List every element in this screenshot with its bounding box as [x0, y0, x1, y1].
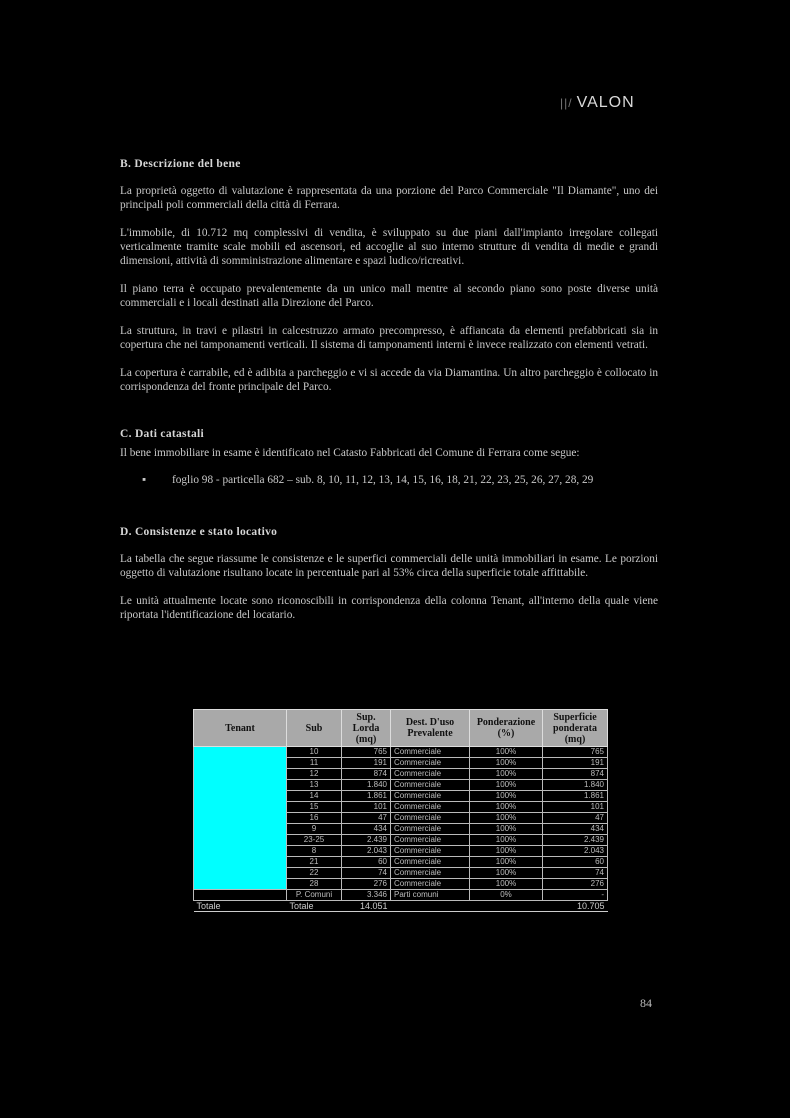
- cell-sup-lorda: 191: [342, 758, 391, 769]
- cell-sub: P. Comuni: [287, 890, 342, 901]
- header-ponderazione: Ponderazione (%): [470, 710, 543, 747]
- cell-sup-ponderata: 74: [543, 868, 608, 879]
- cell-sub: 8: [287, 846, 342, 857]
- cell-sub: 28: [287, 879, 342, 890]
- cell-sup-ponderata: 1.861: [543, 791, 608, 802]
- cell-sup-lorda: 3.346: [342, 890, 391, 901]
- section-d-paragraph: La tabella che segue riassume le consistenze e le superfici commerciali delle unità immobiliari in esame. Le porzioni oggetto di valutazione risultano locate in percentuale pari al 53% circa della superficie totale affittabile.: [120, 553, 658, 579]
- cell-sup-lorda: 276: [342, 879, 391, 890]
- cell-dest-uso: Commerciale: [391, 879, 470, 890]
- section-d-paragraph: Le unità attualmente locate sono riconoscibili in corrispondenza della colonna Tenant, all'interno della quale viene riportata l'identificazione del locatario.: [120, 595, 658, 621]
- cell-sup-ponderata: 2.439: [543, 835, 608, 846]
- cell-sup-lorda: 765: [342, 747, 391, 758]
- cell-ponderazione: 0%: [470, 890, 543, 901]
- cell-sup-lorda: 74: [342, 868, 391, 879]
- total-sup-ponderata: 10.705: [543, 901, 608, 912]
- cell-sub: 11: [287, 758, 342, 769]
- table-row: [194, 747, 608, 758]
- cell-dest-uso: Commerciale: [391, 758, 470, 769]
- section-b: [112, 158, 658, 394]
- cell-ponderazione: 100%: [470, 846, 543, 857]
- cell-dest-uso: Commerciale: [391, 780, 470, 791]
- cell-sup-lorda: 2.043: [342, 846, 391, 857]
- cell-dest-uso: Commerciale: [391, 846, 470, 857]
- section-c-title: C. Dati catastali: [120, 428, 204, 440]
- cell-sup-lorda: 434: [342, 824, 391, 835]
- cadastral-bullet-text: foglio 98 - particella 682 – sub. 8, 10, 11, 12, 13, 14, 15, 16, 18, 21, 22, 23, 25, 26, 27, 28, 29: [172, 474, 594, 486]
- cell-sub: 21: [287, 857, 342, 868]
- cell-dest-uso: Commerciale: [391, 857, 470, 868]
- cell-ponderazione: 100%: [470, 769, 543, 780]
- cell-sup-lorda: 874: [342, 769, 391, 780]
- section-b-paragraph: La struttura, in travi e pilastri in calcestruzzo armato precompresso, è affiancata da elementi prefabbricati sia in copertura che nei tamponamenti verticali. Il sistema di tamponamenti interni è invece realizzato con elementi vetrati.: [120, 325, 658, 351]
- cell-sub: 23-25: [287, 835, 342, 846]
- cell-ponderazione: 100%: [470, 879, 543, 890]
- cell-dest-uso: Commerciale: [391, 835, 470, 846]
- cell-sub: 15: [287, 802, 342, 813]
- cell-ponderazione: 100%: [470, 791, 543, 802]
- cell-sub: 9: [287, 824, 342, 835]
- section-b-paragraph: La copertura è carrabile, ed è adibita a parcheggio e vi si accede da via Diamantina. Un altro parcheggio è collocato in corrispondenza del fronte principale del Parco.: [120, 367, 658, 393]
- cell-ponderazione: 100%: [470, 824, 543, 835]
- avalon-logo: [560, 94, 635, 112]
- cell-sup-lorda: 60: [342, 857, 391, 868]
- cell-sup-ponderata: 434: [543, 824, 608, 835]
- document-body: [112, 158, 658, 636]
- cell-sup-ponderata: -: [543, 890, 608, 901]
- logo-text: VALON: [576, 94, 635, 111]
- total-empty: [470, 901, 543, 912]
- cell-ponderazione: 100%: [470, 813, 543, 824]
- section-b-paragraph: L'immobile, di 10.712 mq complessivi di vendita, è sviluppato su due piani dall'impianto irregolare collegati verticalmente tramite scale mobili ed ascensori, ed accoglie al suo interno strutture di vendita di medie e grandi dimensioni, attività di somministrazione alimentare e spazi ludico/ricreativi.: [120, 227, 658, 267]
- cell-sup-ponderata: 191: [543, 758, 608, 769]
- cell-ponderazione: 100%: [470, 758, 543, 769]
- cell-ponderazione: 100%: [470, 780, 543, 791]
- cell-sup-ponderata: 2.043: [543, 846, 608, 857]
- page-number: 84: [640, 996, 652, 1010]
- section-b-paragraph: Il piano terra è occupato prevalentemente da un unico mall mentre al secondo piano sono poste diverse unità commerciali e i locali destinati alla Direzione del Parco.: [120, 283, 658, 309]
- cell-sup-ponderata: 874: [543, 769, 608, 780]
- total-label-sub: Totale: [287, 901, 342, 912]
- section-d: [112, 526, 658, 622]
- table-body: [194, 747, 608, 912]
- cell-sup-ponderata: 1.840: [543, 780, 608, 791]
- cell-dest-uso: Commerciale: [391, 824, 470, 835]
- cell-sup-lorda: 1.840: [342, 780, 391, 791]
- cell-sup-lorda: 47: [342, 813, 391, 824]
- cell-sup-ponderata: 101: [543, 802, 608, 813]
- total-empty: [391, 901, 470, 912]
- cell-dest-uso: Commerciale: [391, 747, 470, 758]
- section-d-title: D. Consistenze e stato locativo: [120, 526, 278, 538]
- cell-sup-lorda: 101: [342, 802, 391, 813]
- header-tenant: Tenant: [194, 710, 287, 747]
- cell-sup-ponderata: 47: [543, 813, 608, 824]
- header-sup-lorda: Sup. Lorda (mq): [342, 710, 391, 747]
- cell-sub: 14: [287, 791, 342, 802]
- cell-sup-lorda: 1.861: [342, 791, 391, 802]
- total-label: Totale: [194, 901, 287, 912]
- consistency-table: [193, 709, 608, 912]
- table-header-row: [194, 710, 608, 747]
- total-sup-lorda: 14.051: [342, 901, 391, 912]
- cell-sub: 10: [287, 747, 342, 758]
- section-b-title: B. Descrizione del bene: [120, 158, 241, 170]
- section-c: [112, 428, 658, 486]
- section-c-intro: Il bene immobiliare in esame è identificato nel Catasto Fabbricati del Comune di Ferrara come segue:: [120, 447, 580, 459]
- cell-sub: 13: [287, 780, 342, 791]
- tenant-redacted-cell: [194, 747, 287, 890]
- cell-sup-ponderata: 765: [543, 747, 608, 758]
- tenant-empty-cell: [194, 890, 287, 901]
- header-dest-uso: Dest. D'uso Prevalente: [391, 710, 470, 747]
- cell-ponderazione: 100%: [470, 868, 543, 879]
- cell-ponderazione: 100%: [470, 747, 543, 758]
- bullet-icon: ▪: [142, 474, 147, 486]
- cell-sup-ponderata: 60: [543, 857, 608, 868]
- header-sup-ponderata: Superficie ponderata (mq): [543, 710, 608, 747]
- cell-ponderazione: 100%: [470, 802, 543, 813]
- cell-sub: 22: [287, 868, 342, 879]
- cell-dest-uso: Commerciale: [391, 769, 470, 780]
- cell-ponderazione: 100%: [470, 857, 543, 868]
- cell-sub: 16: [287, 813, 342, 824]
- cell-dest-uso: Commerciale: [391, 868, 470, 879]
- cell-dest-uso: Commerciale: [391, 802, 470, 813]
- cell-dest-uso: Commerciale: [391, 813, 470, 824]
- cadastral-bullet: [142, 474, 658, 486]
- cell-dest-uso: Parti comuni: [391, 890, 470, 901]
- cell-sup-ponderata: 276: [543, 879, 608, 890]
- logo-mark-icon: ||/: [560, 96, 573, 110]
- table-row: [194, 890, 608, 901]
- cell-sup-lorda: 2.439: [342, 835, 391, 846]
- table-total-row: [194, 901, 608, 912]
- cell-ponderazione: 100%: [470, 835, 543, 846]
- section-b-paragraph: La proprietà oggetto di valutazione è rappresentata da una porzione del Parco Commerciale "Il Diamante", uno dei principali poli commerciali della città di Ferrara.: [120, 185, 658, 211]
- cell-dest-uso: Commerciale: [391, 791, 470, 802]
- header-sub: Sub: [287, 710, 342, 747]
- cell-sub: 12: [287, 769, 342, 780]
